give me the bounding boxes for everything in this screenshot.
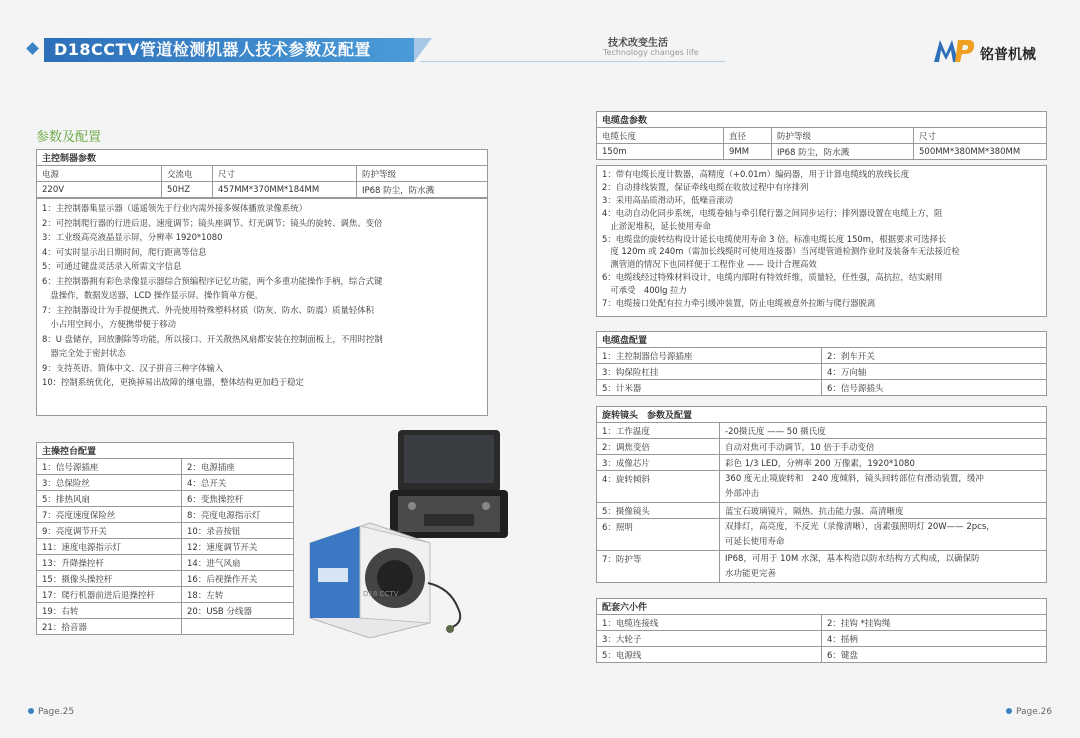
table-row: 220V 50HZ 457MM*370MM*184MM IP68 防尘，防水溅 [37,182,488,198]
accessories-table [596,598,1047,663]
table-row: 1：工作温度 -20摄氏度 —— 50 摄氏度 [597,423,1047,439]
list-item: 度 120m 或 240m（需加长线缆时可使用连接器）当河堤管道检测作业时及装备车无法接近检 [602,246,960,257]
table-row: 6：照明 双排灯，高亮度，不反光（录像清晰），卤素强照明灯 20W—— 2pcs， 可延长使用寿命 [597,519,1047,551]
list-item: 8：U 盘储存，回放删除等功能，所以接口、开关散热风扇都安装在控制面板上，不用时控制 [42,333,383,344]
main-controller-table [36,149,488,198]
list-item: 6：电缆线经过特殊材料设计，电缆内部附有特效纤维，质量轻，任性强，高抗拉，结实耐用 [602,272,943,283]
page-dot-icon [1006,708,1012,714]
table-row: 19：右转 20：USB 分线器 [37,603,294,619]
table-row: 9：亮度调节开关 10：录音按钮 [37,523,294,539]
page-dot-icon [28,708,34,714]
table-row: 15：摄像头操控杆 16：后视操作开关 [37,571,294,587]
slogan-en: Technology changes life [603,48,699,57]
table-row: 5：电源线 6：键盘 [597,647,1047,663]
title-bar-tail [414,38,432,62]
table-row: 3：钩保险杠挂 4：万向轴 [597,364,1047,380]
brand-name: 铭普机械 [980,47,1036,63]
equipment-photo [300,418,600,638]
slogan: 技术改变生活 [608,38,668,49]
table-row: 5：计米器 6：信号源插头 [597,380,1047,396]
section-title: 参数及配置 [36,130,102,145]
table-row: 4：旋转倾斜 360 度无止境旋转和 240 度倾斜，镜头回转部位有滑动装置，缓冲 外部冲击 [597,471,1047,503]
table-row: 3：大轮子 4：摇柄 [597,631,1047,647]
list-item: 3：工业级高亮液晶显示屏，分辨率 1920*1080 [42,232,223,242]
list-item: 6：主控制器拥有彩色录像显示器综合预编程序记忆功能，两个多重功能操作手柄，综合式键 [42,275,383,286]
list-item: 1：主控制器集显示器（遥遥领先于行业内需外接多媒体播放录像系统） [42,203,307,213]
list-item: 盘操作，数据发送器，LCD 操作显示屏。操作简单方便。 [42,290,263,300]
table-row: 21：拾音器 [37,619,294,635]
table-row: 13：升降操控杆 14：进气风扇 [37,555,294,571]
list-item: 1：带有电缆长度计数器，高精度（+0.01m）编码器，用于计算电缆线的放线长度 [602,169,910,179]
table-row: 2：调焦变倍 自动对焦可手动调节，10 倍于手动变倍 [597,439,1047,455]
cable-reel-config-table [596,331,1047,396]
page-number-left: Page.25 [28,707,74,717]
table-row: 3：成像芯片 彩色 1/3 LED，分辨率 200 万像素，1920*1080 [597,455,1047,471]
cable-reel-title: 电缆盘参数 [597,112,1047,128]
table-row: 电缆长度 直径 防护等级 尺寸 [597,128,1047,144]
list-item: 小占用空间小，方便携带便于移动 [42,319,176,329]
table-row: 5：摄像镜头 蓝宝石玻璃镜片，隔热、抗击能力强、高清晰度 [597,503,1047,519]
cable-reel-config-title: 电缆盘配置 [597,332,1047,348]
accessories-title: 配套六小件 [597,599,1047,615]
title-underline [420,61,725,62]
main-controller-title: 主控制器参数 [37,150,488,166]
table-row: 150m 9MM IP68 防尘，防水溅 500MM*380MM*380MM [597,144,1047,160]
camera-config-title: 旋转镜头 参数及配置 [597,407,1047,423]
cable-reel-notes [596,165,1047,317]
camera-config-table [596,406,1047,583]
brand-logo-icon [932,36,976,64]
table-row: 电源 交流电 尺寸 防护等级 [37,166,488,182]
list-item: 止淤泥堆积，延长使用寿命 [602,220,711,231]
list-item: 2：可控制爬行器的行进后退、速度调节；镜头座调节、灯光调节；镜头的旋转、调焦、变倍 [42,217,383,228]
list-item: 7：主控制器设计为手提便携式、外壳使用特殊塑料材质（防灰、防水、防震）质量轻体积 [42,304,374,315]
page-title: D18CCTV管道检测机器人技术参数及配置 [44,38,414,62]
list-item: 9：支持英语、简体中文、汉子拼音三种字体输入 [42,362,224,373]
table-row: 3：总保险丝 4：总开关 [37,475,294,491]
list-item: 测管道的情况下也同样便于工程作业 —— 设计合理高效 [602,259,817,270]
list-item: 4：电动自动化同步系统，电缆卷轴与牵引爬行器之间同步运行；排列器设置在电缆上方，阻 [602,207,943,218]
list-item: 器完全处于密封状态 [42,348,126,358]
table-row: 5：排热风扇 6：变焦操控杆 [37,491,294,507]
console-config-table [36,442,294,635]
list-item: 4：可实时显示出日期时间，爬行距离等信息 [42,246,207,257]
list-item: 可承受 400lg 拉力 [602,285,687,296]
list-item: 2：自动排线装置，保证牵线电缆在收放过程中有序排列 [602,181,809,192]
table-row: 1：主控制器信号源插座 2：刹车开关 [597,348,1047,364]
table-row: 7：防护等 IP68，可用于 10M 水深，基本构造以防水结构方式构成，以确保防 水功能更完善 [597,551,1047,583]
table-row: 11：速度电源指示灯 12：速度调节开关 [37,539,294,555]
list-item: 5：电缆盘的旋转结构设计延长电缆使用寿命 3 倍。标准电缆长度 150m，根据要求可选择长 [602,233,947,244]
svg-text:D18 CCTV: D18 CCTV [363,590,399,598]
table-row: 7：亮度速度保险丝 8：亮度电源指示灯 [37,507,294,523]
cable-reel-table [596,111,1047,160]
list-item: 3：采用高品质滑动环，低噪音滚动 [602,194,733,205]
console-config-title: 主操控台配置 [37,443,294,459]
list-item: 7：电缆接口处配有拉力牵引缓冲装置，防止电缆被意外拉断与爬行器脱离 [602,298,876,309]
table-row: 17：爬行机器前进后退操控杆 18：左转 [37,587,294,603]
page-number-right: Page.26 [1006,707,1052,717]
header-diamond-icon [26,42,39,55]
list-item: 10：控制系统优化，更换掉易出故障的继电器，整体结构更加趋于稳定 [42,377,304,387]
table-row: 1：电缆连接线 2：挂钩 *挂钩绳 [597,615,1047,631]
main-controller-notes [36,198,488,416]
table-row: 1：信号源插座 2：电源插座 [37,459,294,475]
list-item: 5：可通过键盘灵活录入所需文字信息 [42,261,182,271]
